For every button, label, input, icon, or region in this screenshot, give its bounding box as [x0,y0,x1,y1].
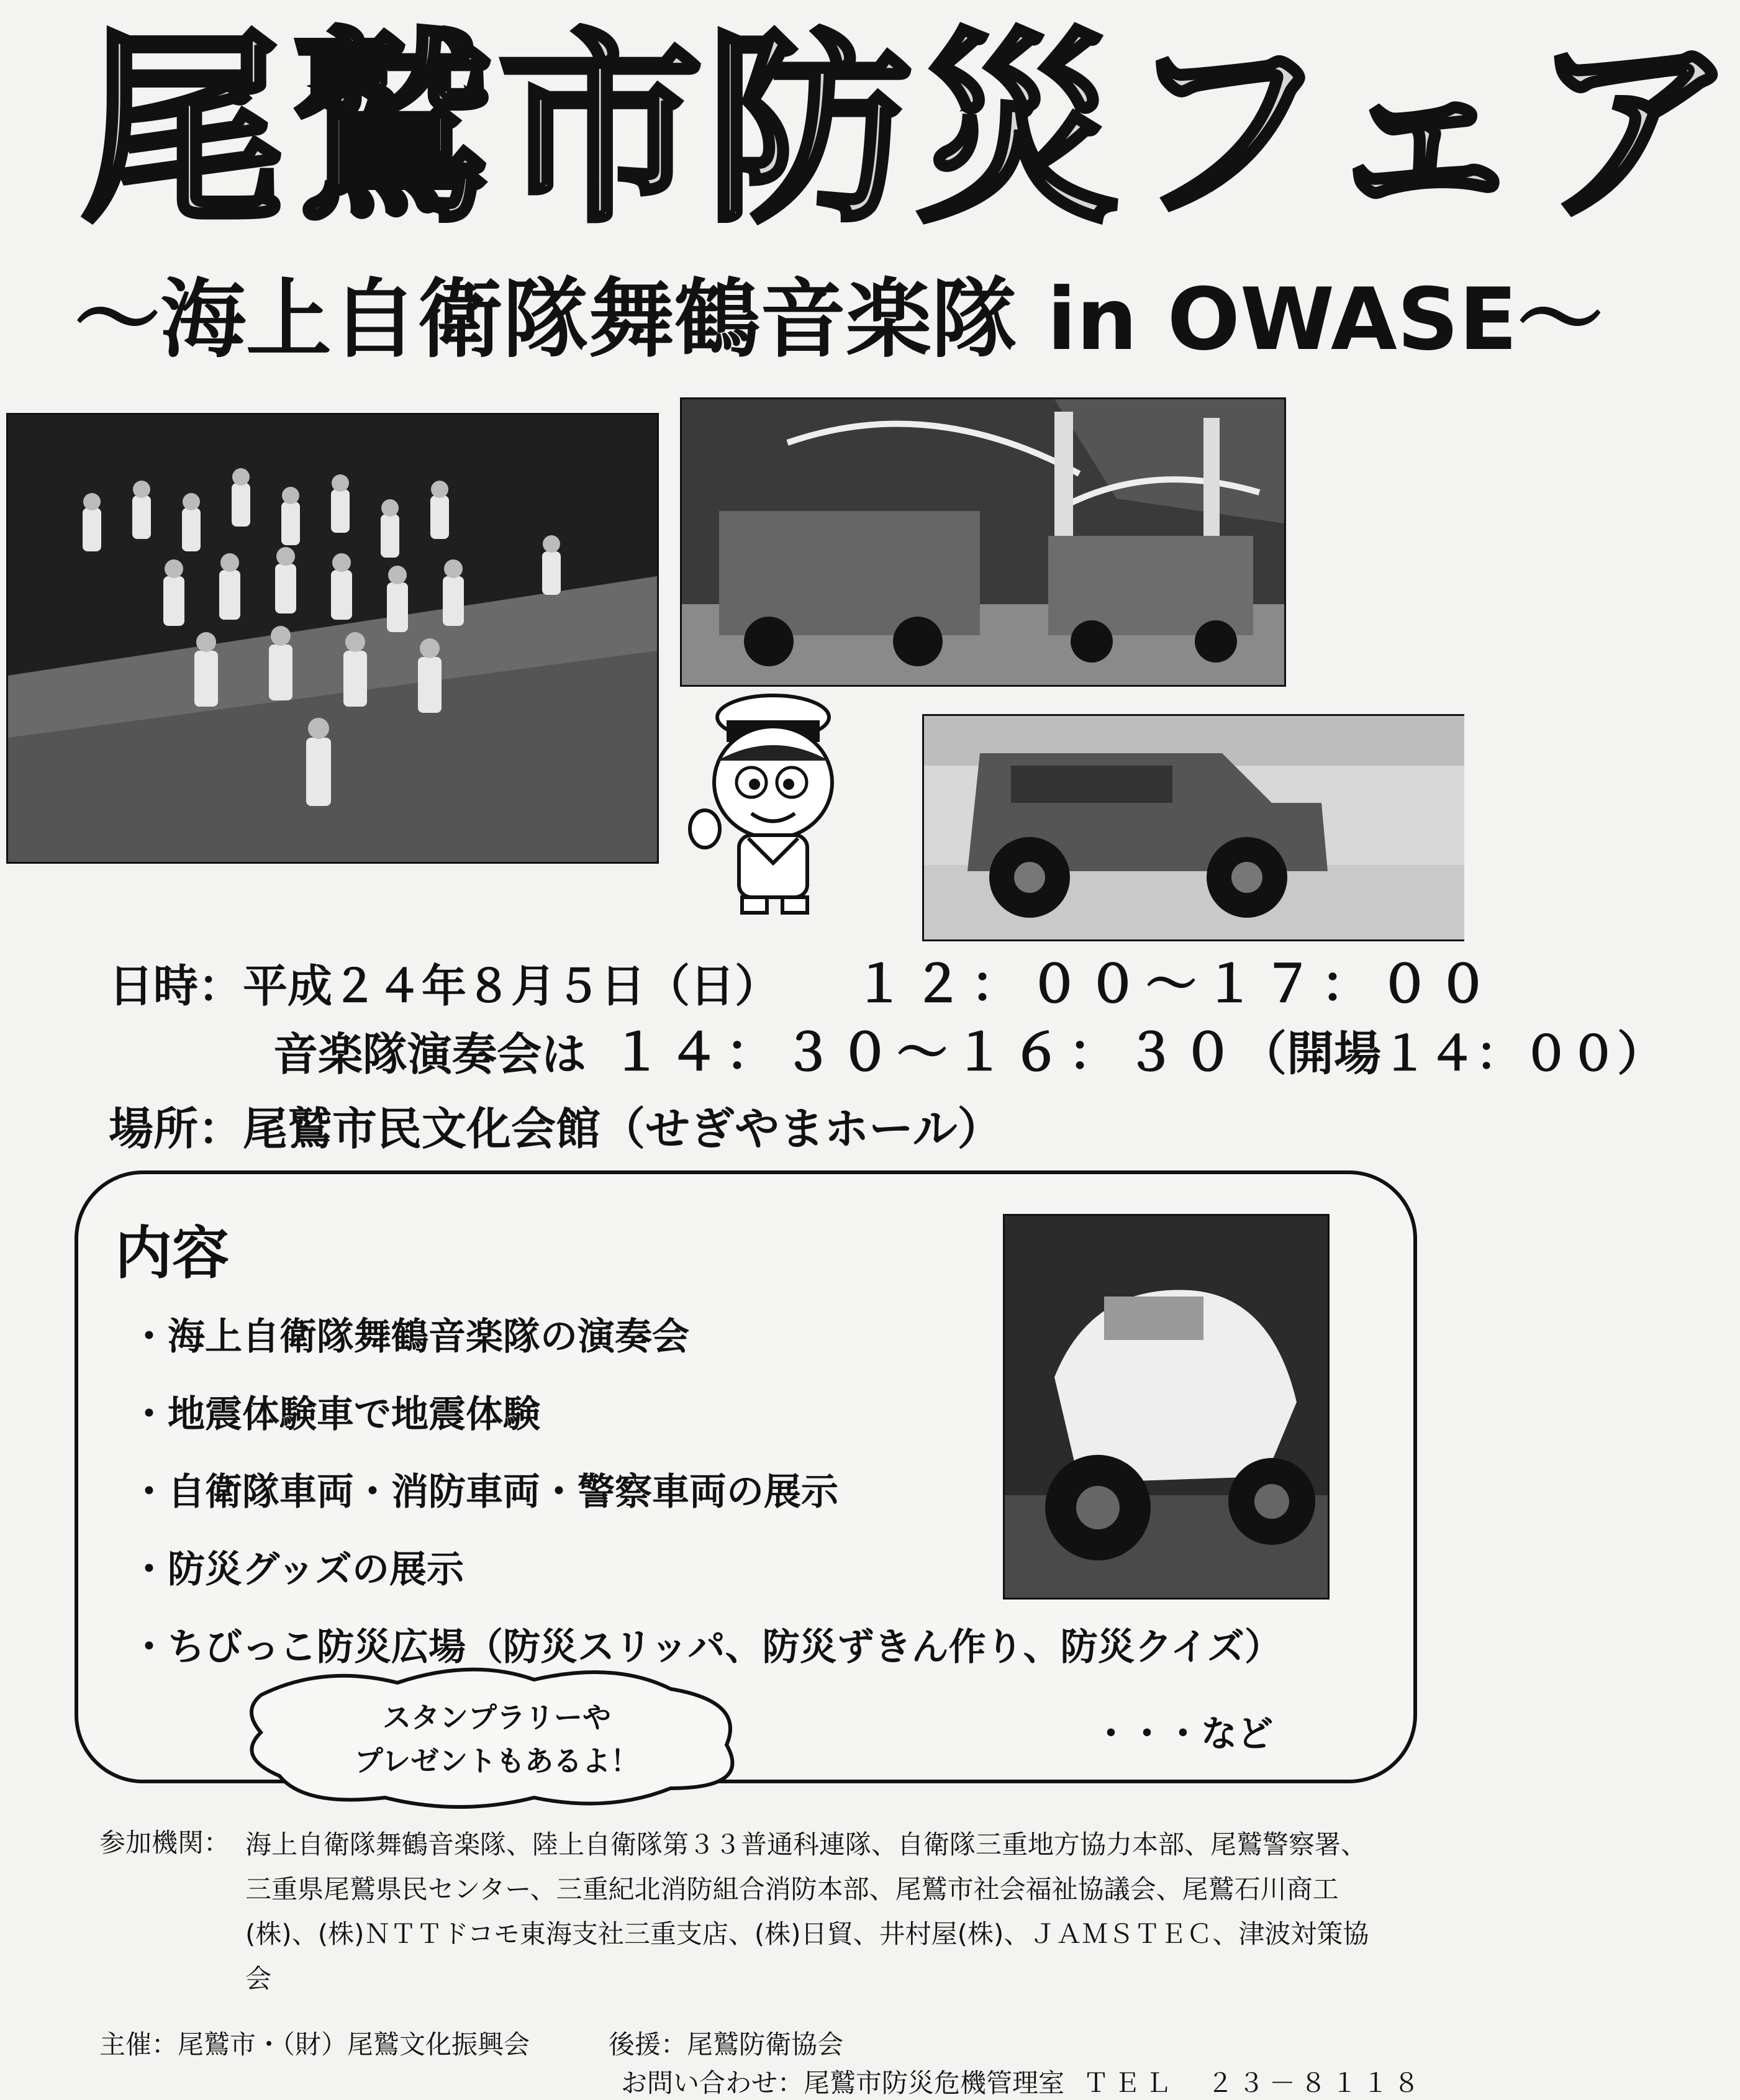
mascot-illustration [680,692,848,919]
concert-label: 音楽隊演奏会は [273,1028,587,1080]
contents-heading: 内容 [115,1220,230,1287]
list-item: ・海上自衛隊舞鶴音楽隊の演奏会 [130,1315,689,1359]
concert-time: １４：３０～１６：３０ [611,1023,1240,1082]
fire-truck-photo [680,397,1286,687]
event-venue: 場所：尾鷲市民文化会館（せぎやまホール） [109,1103,1002,1155]
event-date [109,944,1496,1016]
event-date-label: 日時：平成２４年８月５日（日） [109,960,780,1012]
concert-info [273,1012,1664,1085]
list-item: ・自衛隊車両・消防車両・警察車両の展示 [130,1470,838,1514]
contact-info [621,2063,1425,2100]
cloud-text-line1: スタンプラリーや [383,1701,611,1734]
police-motorcycle-photo [1003,1214,1330,1600]
contact-label: お問い合わせ：尾鷲市防災危機管理室 [621,2068,1065,2098]
band-photo [6,413,659,864]
list-item: ・ちびっこ防災広場（防災スリッパ、防災ずきん作り、防災クイズ） [130,1626,1282,1669]
armored-vehicle-photo [922,714,1464,941]
participants-label: 参加機関： [99,1827,230,1858]
contact-phone: ＴＥＬ ２３－８１１８ [1083,2068,1425,2098]
list-item: ・防災グッズの展示 [130,1548,464,1591]
event-time: １２：００～１７：００ [854,955,1497,1014]
list-item: ・地震体験車で地震体験 [130,1393,540,1436]
participants-list: 海上自衛隊舞鶴音楽隊、陸上自衛隊第３３普通科連隊、自衛隊三重地方協力本部、尾鷲警察署、三重県尾鷲県民センター、三重紀北消防組合消防本部、尾鷲市社会福祉協議会、尾鷲石川商工(株)、(株)ＮＴＴドコモ東海支社三重支店、(株)日貿、井村屋(株)、ＪＡＭＳＴＥＣ、津波対策協会 [245,1829,1369,1994]
concert-open: （開場１４：００） [1239,1026,1665,1081]
sponsor: 後援：尾鷲防衛協会 [609,2029,844,2060]
cloud-text-line2: プレゼントもあるよ！ [354,1744,640,1778]
page-title: 尾鷲市防災フェア [81,11,1740,250]
page-subtitle: ～海上自衛隊舞鶴音楽隊 in OWASE～ [75,269,1603,369]
organizer: 主催：尾鷲市・（財）尾鷲文化振興会 [99,2029,530,2060]
contents-etc: ・・・など [1093,1713,1274,1755]
